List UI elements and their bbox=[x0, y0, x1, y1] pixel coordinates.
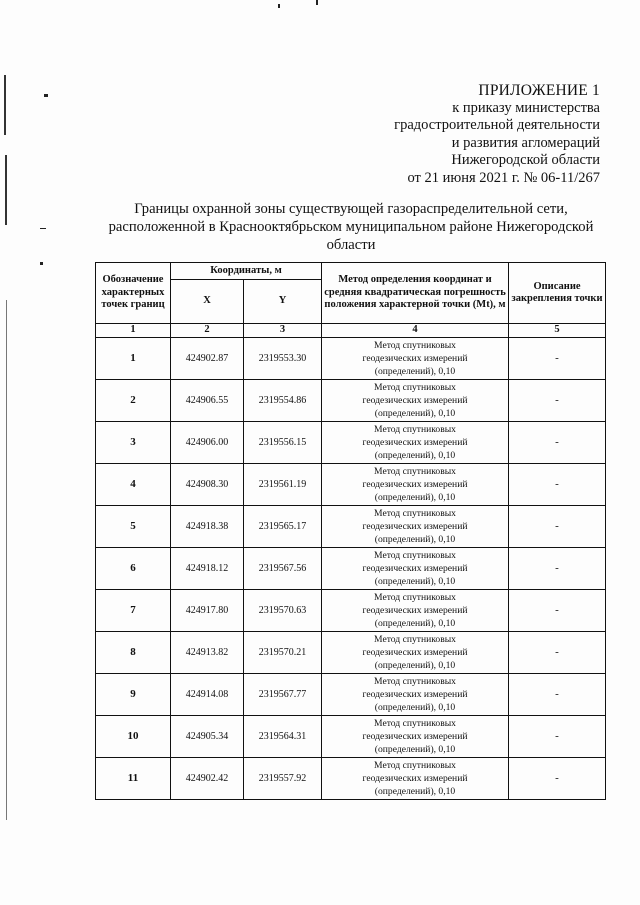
y-coordinate-cell: 2319554.86 bbox=[244, 379, 322, 421]
y-coordinate-cell: 2319561.19 bbox=[244, 463, 322, 505]
method-line: геодезических измерений bbox=[362, 646, 468, 658]
column-number: 2 bbox=[171, 324, 244, 338]
x-coordinate-cell: 424913.82 bbox=[171, 631, 244, 673]
table-body bbox=[96, 337, 606, 799]
x-coordinate-cell: 424906.00 bbox=[171, 421, 244, 463]
method-line: Метод спутниковых bbox=[374, 759, 456, 771]
description-cell: - bbox=[509, 421, 606, 463]
table-row bbox=[96, 421, 606, 463]
description-cell: - bbox=[509, 505, 606, 547]
scan-speck bbox=[278, 4, 280, 8]
appendix-block bbox=[394, 82, 600, 187]
scan-speck bbox=[40, 262, 43, 265]
y-coordinate-cell: 2319553.30 bbox=[244, 337, 322, 379]
table-row bbox=[96, 589, 606, 631]
description-cell: - bbox=[509, 673, 606, 715]
header-method: Метод определения координат и средняя квадратическая погрешность положения характерной точки (Mt), м bbox=[322, 263, 509, 324]
title-line: области bbox=[326, 237, 376, 253]
point-number-cell: 7 bbox=[96, 589, 171, 631]
header-y: Y bbox=[244, 280, 322, 324]
method-line: (определений), 0,10 bbox=[374, 659, 456, 671]
y-coordinate-cell: 2319570.21 bbox=[244, 631, 322, 673]
method-line: Метод спутниковых bbox=[374, 339, 456, 351]
x-coordinate-cell: 424902.87 bbox=[171, 337, 244, 379]
point-number-cell: 4 bbox=[96, 463, 171, 505]
method-cell bbox=[322, 463, 509, 505]
method-line: геодезических измерений bbox=[362, 520, 468, 532]
scan-edge-mark bbox=[5, 155, 7, 225]
method-line: геодезических измерений bbox=[362, 562, 468, 574]
method-line: Метод спутниковых bbox=[374, 381, 456, 393]
y-coordinate-cell: 2319556.15 bbox=[244, 421, 322, 463]
method-cell bbox=[322, 757, 509, 799]
method-cell bbox=[322, 673, 509, 715]
method-line: (определений), 0,10 bbox=[374, 617, 456, 629]
description-cell: - bbox=[509, 631, 606, 673]
method-cell bbox=[322, 715, 509, 757]
method-line: геодезических измерений bbox=[362, 478, 468, 490]
table-row bbox=[96, 505, 606, 547]
method-line: (определений), 0,10 bbox=[374, 785, 456, 797]
x-coordinate-cell: 424905.34 bbox=[171, 715, 244, 757]
document-title bbox=[96, 200, 606, 254]
appendix-line: от 21 июня 2021 г. № 06-11/267 bbox=[407, 169, 600, 186]
appendix-line: к приказу министерства bbox=[452, 99, 600, 116]
method-line: геодезических измерений bbox=[362, 772, 468, 784]
title-line: Границы охранной зоны существующей газораспределительной сети, bbox=[134, 201, 568, 217]
x-coordinate-cell: 424914.08 bbox=[171, 673, 244, 715]
scan-speck bbox=[44, 94, 48, 97]
header-x: X bbox=[171, 280, 244, 324]
scan-speck bbox=[40, 228, 46, 229]
method-line: (определений), 0,10 bbox=[374, 575, 456, 587]
method-line: Метод спутниковых bbox=[374, 507, 456, 519]
method-line: Метод спутниковых bbox=[374, 675, 456, 687]
method-line: (определений), 0,10 bbox=[374, 533, 456, 545]
method-line: Метод спутниковых bbox=[374, 591, 456, 603]
description-cell: - bbox=[509, 715, 606, 757]
point-number-cell: 3 bbox=[96, 421, 171, 463]
point-number-cell: 8 bbox=[96, 631, 171, 673]
header-coords: Координаты, м bbox=[171, 263, 322, 280]
method-line: (определений), 0,10 bbox=[374, 365, 456, 377]
point-number-cell: 11 bbox=[96, 757, 171, 799]
method-line: Метод спутниковых bbox=[374, 423, 456, 435]
method-line: Метод спутниковых bbox=[374, 717, 456, 729]
method-cell bbox=[322, 421, 509, 463]
method-line: геодезических измерений bbox=[362, 688, 468, 700]
column-number: 3 bbox=[244, 324, 322, 338]
method-line: геодезических измерений bbox=[362, 604, 468, 616]
table-row bbox=[96, 673, 606, 715]
header-description: Описание закрепления точки bbox=[509, 263, 606, 324]
method-line: (определений), 0,10 bbox=[374, 491, 456, 503]
method-line: Метод спутниковых bbox=[374, 633, 456, 645]
method-cell bbox=[322, 505, 509, 547]
coordinates-table bbox=[95, 262, 606, 800]
scan-speck bbox=[316, 0, 318, 5]
description-cell: - bbox=[509, 463, 606, 505]
appendix-heading: ПРИЛОЖЕНИЕ 1 bbox=[478, 82, 600, 99]
table-row bbox=[96, 547, 606, 589]
appendix-line: градостроительной деятельности bbox=[394, 117, 600, 133]
appendix-line: Нижегородской области bbox=[451, 152, 600, 168]
method-cell bbox=[322, 589, 509, 631]
method-line: (определений), 0,10 bbox=[374, 743, 456, 755]
point-number-cell: 1 bbox=[96, 337, 171, 379]
y-coordinate-cell: 2319567.56 bbox=[244, 547, 322, 589]
method-cell bbox=[322, 631, 509, 673]
description-cell: - bbox=[509, 757, 606, 799]
method-cell bbox=[322, 379, 509, 421]
x-coordinate-cell: 424908.30 bbox=[171, 463, 244, 505]
column-number: 4 bbox=[322, 324, 509, 338]
x-coordinate-cell: 424918.38 bbox=[171, 505, 244, 547]
method-line: геодезических измерений bbox=[362, 352, 468, 364]
method-line: (определений), 0,10 bbox=[374, 407, 456, 419]
y-coordinate-cell: 2319557.92 bbox=[244, 757, 322, 799]
method-cell bbox=[322, 337, 509, 379]
method-line: (определений), 0,10 bbox=[374, 701, 456, 713]
appendix-line: и развития агломераций bbox=[451, 134, 600, 151]
point-number-cell: 10 bbox=[96, 715, 171, 757]
table-row bbox=[96, 631, 606, 673]
method-line: Метод спутниковых bbox=[374, 549, 456, 561]
y-coordinate-cell: 2319565.17 bbox=[244, 505, 322, 547]
scan-edge-mark bbox=[6, 300, 7, 820]
method-cell bbox=[322, 547, 509, 589]
y-coordinate-cell: 2319567.77 bbox=[244, 673, 322, 715]
description-cell: - bbox=[509, 589, 606, 631]
table-row bbox=[96, 463, 606, 505]
table-row bbox=[96, 337, 606, 379]
y-coordinate-cell: 2319570.63 bbox=[244, 589, 322, 631]
method-line: геодезических измерений bbox=[362, 394, 468, 406]
method-line: (определений), 0,10 bbox=[374, 449, 456, 461]
column-number: 5 bbox=[509, 324, 606, 338]
x-coordinate-cell: 424917.80 bbox=[171, 589, 244, 631]
description-cell: - bbox=[509, 547, 606, 589]
point-number-cell: 9 bbox=[96, 673, 171, 715]
x-coordinate-cell: 424902.42 bbox=[171, 757, 244, 799]
description-cell: - bbox=[509, 379, 606, 421]
title-line: расположенной в Краснооктябрьском муниципальном районе Нижегородской bbox=[108, 219, 594, 235]
point-number-cell: 6 bbox=[96, 547, 171, 589]
table-row bbox=[96, 379, 606, 421]
method-line: Метод спутниковых bbox=[374, 465, 456, 477]
method-line: геодезических измерений bbox=[362, 730, 468, 742]
scan-edge-mark bbox=[4, 75, 6, 135]
point-number-cell: 2 bbox=[96, 379, 171, 421]
description-cell: - bbox=[509, 337, 606, 379]
column-number: 1 bbox=[96, 324, 171, 338]
table-row bbox=[96, 757, 606, 799]
method-line: геодезических измерений bbox=[362, 436, 468, 448]
table-row bbox=[96, 715, 606, 757]
x-coordinate-cell: 424918.12 bbox=[171, 547, 244, 589]
point-number-cell: 5 bbox=[96, 505, 171, 547]
y-coordinate-cell: 2319564.31 bbox=[244, 715, 322, 757]
x-coordinate-cell: 424906.55 bbox=[171, 379, 244, 421]
header-point: Обозначение характерных точек границ bbox=[96, 263, 171, 324]
